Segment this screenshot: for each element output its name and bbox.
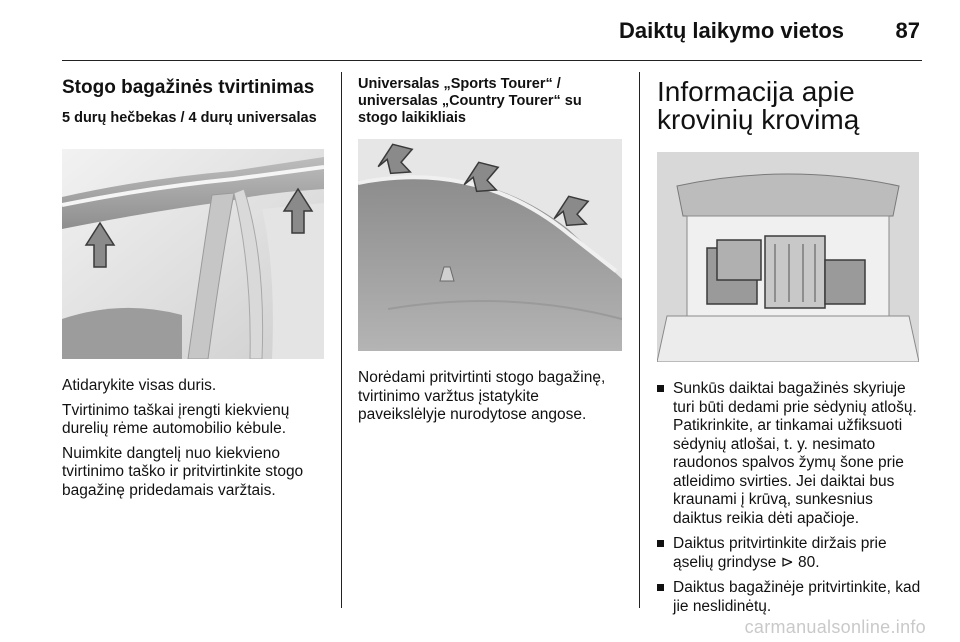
section-subheading: 5 durų hečbekas / 4 durų universalas xyxy=(62,110,317,126)
column-loading-information xyxy=(657,78,923,623)
list-item: Daiktus pritvirtinkite diržais prie ąselių grindyse ⊳ 80. xyxy=(657,535,923,572)
header-title: Daiktų laikymo vietos xyxy=(619,18,844,43)
section-heading: Stogo bagažinės tvirtinimas xyxy=(62,77,315,98)
bullet-square xyxy=(657,584,664,591)
section-title-line-2: krovinių krovimą xyxy=(657,104,860,135)
luggage-compartment-illustration xyxy=(657,152,919,362)
paragraph: Nuimkite dangtelį nuo kiekvieno tvirtinimo taško ir pritvirtinkite stogo bagažinę pridedamais varžtais. xyxy=(62,444,304,499)
door-frame-mounting-illustration xyxy=(62,149,324,359)
bullet-square xyxy=(657,540,664,547)
section-title-line-1: Informacija apie xyxy=(657,76,855,107)
column-divider-2 xyxy=(639,72,640,608)
loading-tips-list xyxy=(657,380,923,616)
column-roof-rack-hatchback xyxy=(62,76,326,506)
list-item: Sunkūs daiktai bagažinės skyriuje turi būti dedami prie sėdynių atlošų. Patikrinkite, ar tinkamai užfiksuoti sėdynių atlošai, t. y. nesimato raudonos spalvos žymų šone prie atleidimo svirties. Jei daiktai bus kraunami į krūvą, sunkesnius daiktus reikia dėti apačioje. xyxy=(657,380,923,528)
roof-rails-mounting-illustration xyxy=(358,139,622,351)
section-title xyxy=(657,78,923,134)
section-subheading: Universalas „Sports Tourer“ / universalas „Country Tourer“ su stogo laikikliais xyxy=(358,76,582,126)
list-item: Daiktus bagažinėje pritvirtinkite, kad jie neslidinėtų. xyxy=(657,579,923,616)
paragraph: Atidarykite visas duris. xyxy=(62,377,217,394)
column-roof-rack-tourer xyxy=(358,76,624,431)
page-number: 87 xyxy=(895,18,920,43)
column-divider-1 xyxy=(341,72,342,608)
header-rule xyxy=(62,60,922,61)
paragraph: Tvirtinimo taškai įrengti kiekvienų durelių rėme automobilio kėbule. xyxy=(62,401,290,437)
paragraph: Norėdami pritvirtinti stogo bagažinę, tvirtinimo varžtus įstatykite paveikslėlyje nurodytose angose. xyxy=(358,369,606,423)
watermark: carmanualsonline.info xyxy=(744,617,926,637)
bullet-square xyxy=(657,385,664,392)
